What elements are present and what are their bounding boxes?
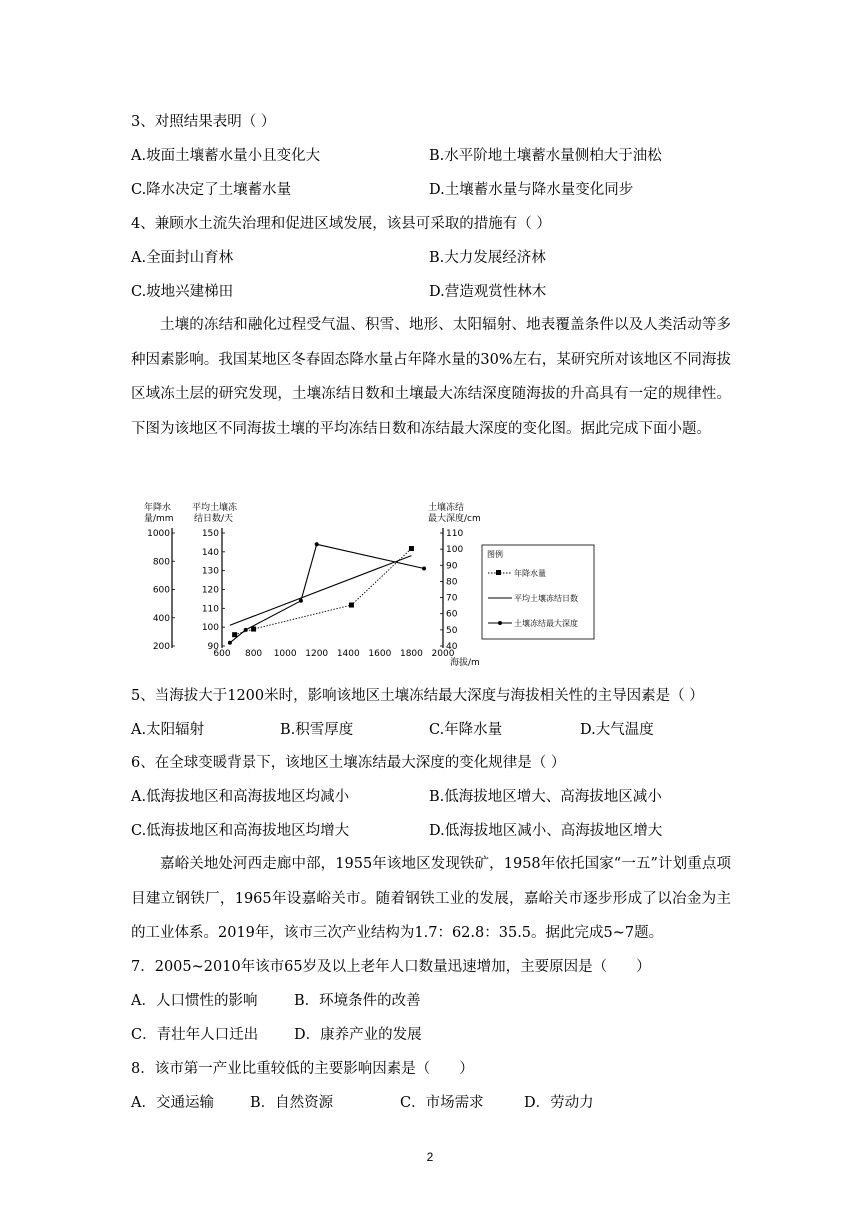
passage-soil-freezing: 土壤的冻结和融化过程受气温、积雪、地形、太阳辐射、地表覆盖条件以及人类活动等多种因素影响。我国某地区冬春固态降水量占年降水量的30%左右，某研究所对该地区不同海拔区域冻土层的研究发现，土壤冻结日数和土壤最大冻结深度随海拔的升高具有一定的规律性。下图为该地区不同海拔土壤的平均冻结日数和冻结最大深度的变化图。据此完成下面小题。 xyxy=(131,317,731,437)
left2-tick-label: 100 xyxy=(201,623,219,634)
series-point-depth xyxy=(299,599,303,603)
left2-axis-label-line2: 结日数/天 xyxy=(194,514,234,524)
x-tick-label: 1400 xyxy=(336,649,360,659)
left1-tick-label: 400 xyxy=(152,613,170,624)
series-point-precip xyxy=(251,627,256,632)
right-tick-label: 100 xyxy=(446,545,464,556)
q4-option-b: B.大力发展经济林 xyxy=(429,250,546,266)
left1-tick-label: 600 xyxy=(152,585,170,596)
left2-tick-label: 140 xyxy=(201,547,219,558)
q3-option-d: D.土壤蓄水量与降水量变化同步 xyxy=(429,182,634,198)
q8-option-c: C．市场需求 xyxy=(400,1095,484,1111)
left2-tick-label: 120 xyxy=(201,585,219,596)
left1-tick-label: 1000 xyxy=(147,529,170,539)
altitude-freezing-chart xyxy=(140,500,610,670)
right-axis-label-line2: 最大深度/cm xyxy=(428,514,481,524)
left1-tick-label: 800 xyxy=(152,557,170,568)
left2-tick-label: 90 xyxy=(207,642,219,652)
q6-option-b: B.低海拔地区增大、高海拔地区减小 xyxy=(429,789,662,805)
right-tick-label: 60 xyxy=(446,609,458,620)
q5-option-b: B.积雪厚度 xyxy=(280,722,354,738)
left1-tick-label: 200 xyxy=(152,642,170,652)
q7-option-d: D．康养产业的发展 xyxy=(294,1027,422,1043)
q4-option-d: D.营造观赏性林木 xyxy=(429,284,547,300)
passage-jiayuguan: 嘉峪关地处河西走廊中部，1955年该地区发现铁矿，1958年依托国家“一五”计划重点项目建立钢铁厂，1965年设嘉峪关市。随着钢铁工业的发展，嘉峪关市逐步形成了以冶金为主的工业体系。2019年，该市三次产业结构为1.7：62.8：35.5。据此完成5~7题。 xyxy=(131,856,731,941)
q8-option-a: A．交通运输 xyxy=(131,1095,214,1111)
q4-option-a: A.全面封山育林 xyxy=(131,250,234,266)
q3-stem: 3、对照结果表明（ ） xyxy=(131,114,276,130)
q8-option-b: B．自然资源 xyxy=(250,1095,334,1111)
series-point-precip xyxy=(349,603,354,608)
q5-option-c: C.年降水量 xyxy=(429,722,503,738)
series-point-depth xyxy=(422,567,426,571)
q5-option-d: D.大气温度 xyxy=(580,722,654,738)
q8-stem: 8．该市第一产业比重较低的主要影响因素是（ ） xyxy=(131,1061,474,1077)
x-tick-label: 2000 xyxy=(431,649,455,659)
right-tick-label: 80 xyxy=(446,577,458,588)
x-tick-label: 800 xyxy=(244,649,263,659)
left1-axis-label-line2: 量/mm xyxy=(144,514,174,524)
series-point-depth xyxy=(228,641,232,645)
right-tick-label: 110 xyxy=(446,529,464,539)
q6-option-d: D.低海拔地区减小、高海拔地区增大 xyxy=(429,823,663,839)
left2-tick-label: 150 xyxy=(201,529,219,539)
legend-title: 图例 xyxy=(487,550,503,559)
q7-option-b: B．环境条件的改善 xyxy=(294,993,421,1009)
x-axis-label: 海拔/m xyxy=(450,658,480,668)
q6-stem: 6、在全球变暖背景下，该地区土壤冻结最大深度的变化规律是（ ） xyxy=(131,755,566,771)
series-point-precip xyxy=(409,546,414,551)
q3-option-b: B.水平阶地土壤蓄水量侧柏大于油松 xyxy=(429,148,662,164)
q4-stem: 4、兼顾水土流失治理和促进区域发展，该县可采取的措施有（ ） xyxy=(131,216,551,232)
series-line-1 xyxy=(230,556,412,626)
q5-stem: 5、当海拔大于1200米时，影响该地区土壤冻结最大深度与海拔相关性的主导因素是（ ） xyxy=(131,688,704,704)
page-number: 2 xyxy=(426,1150,434,1164)
q3-option-a: A.坡面土壤蓄水量小且变化大 xyxy=(131,148,321,164)
series-point-depth xyxy=(315,542,319,546)
series-point-precip xyxy=(232,632,237,637)
q4-option-c: C.坡地兴建梯田 xyxy=(131,284,234,300)
left2-axis-label-line1: 平均土壤冻 xyxy=(192,503,238,513)
q7-stem: 7．2005~2010年该市65岁及以上老年人口数量迅速增加，主要原因是（ ） xyxy=(131,959,651,975)
x-tick-label: 1200 xyxy=(305,649,329,659)
legend-label-depth: 土壤冻结最大深度 xyxy=(514,619,578,628)
q7-option-a: A．人口惯性的影响 xyxy=(131,993,258,1009)
q5-option-a: A.太阳辐射 xyxy=(131,722,205,738)
left1-axis-label-line1: 年降水 xyxy=(144,503,172,513)
series-point-depth xyxy=(244,628,248,632)
left2-tick-label: 110 xyxy=(201,604,219,615)
q6-option-a: A.低海拔地区和高海拔地区均减小 xyxy=(131,789,350,805)
right-axis-label-line1: 土壤冻结 xyxy=(428,503,465,513)
q7-option-c: C．青壮年人口迁出 xyxy=(131,1027,259,1043)
x-tick-label: 1800 xyxy=(399,649,423,659)
q3-option-c: C.降水决定了土壤蓄水量 xyxy=(131,182,292,198)
legend-label-precip: 年降水量 xyxy=(514,569,546,578)
right-tick-label: 70 xyxy=(446,593,458,604)
x-tick-label: 1000 xyxy=(273,649,297,659)
left2-tick-label: 130 xyxy=(201,566,219,577)
q6-option-c: C.低海拔地区和高海拔地区均增大 xyxy=(131,823,350,839)
q8-option-d: D．劳动力 xyxy=(524,1095,594,1111)
legend-label-days: 平均土壤冻结日数 xyxy=(514,594,578,603)
right-tick-label: 40 xyxy=(446,642,458,652)
right-tick-label: 50 xyxy=(446,625,458,636)
x-tick-label: 1600 xyxy=(368,649,392,659)
x-tick-label: 600 xyxy=(213,649,231,659)
right-tick-label: 90 xyxy=(446,561,458,572)
